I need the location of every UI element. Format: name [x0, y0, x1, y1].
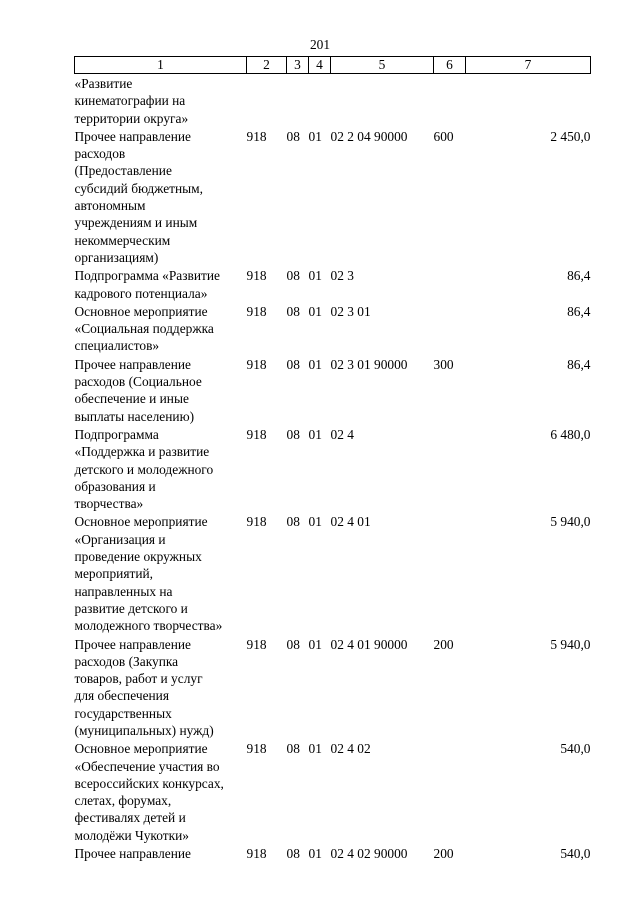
- row-target-article: 02 3 01 90000: [330, 356, 408, 372]
- row-amount: 2 450,0: [550, 128, 591, 144]
- row-subsection: 01: [308, 741, 322, 757]
- row-subsection: 01: [308, 128, 322, 144]
- row-section: 08: [286, 846, 300, 862]
- row-amount: 540,0: [560, 846, 591, 862]
- row-target-article: 02 4 02 90000: [330, 846, 408, 862]
- row-section: 08: [286, 426, 300, 442]
- row-name: Прочее направление расходов (Закупка товаров, работ и услуг для обеспечения государственных (муниципальных) нужд): [74, 636, 214, 738]
- row-name: Основное мероприятие «Обеспечение участия во всероссийских конкурсах, слетах, форумах, фестивалях детей и молодёжи Чукотки»: [74, 741, 224, 843]
- table-row: [75, 425, 591, 512]
- table-row: [75, 512, 591, 634]
- row-amount: 86,4: [567, 356, 591, 372]
- row-code: [247, 74, 287, 127]
- row-target-article: 02 4 01 90000: [330, 636, 408, 652]
- row-expense-type: 600: [433, 128, 454, 144]
- header-cell-5: 5: [331, 57, 434, 74]
- row-code: 918: [246, 268, 267, 284]
- row-section: 08: [286, 303, 300, 319]
- budget-table: [74, 56, 591, 862]
- row-amount: 5 940,0: [550, 514, 591, 530]
- row-section: 08: [286, 514, 300, 530]
- header-cell-4: 4: [309, 57, 331, 74]
- row-target-article: 02 4 02: [330, 741, 371, 757]
- row-code: 918: [246, 636, 267, 652]
- row-expense-type: [434, 266, 466, 302]
- row-amount: 86,4: [567, 303, 591, 319]
- header-cell-3: 3: [287, 57, 309, 74]
- row-target-article: 02 3: [330, 268, 354, 284]
- row-section: 08: [286, 356, 300, 372]
- row-name: Основное мероприятие «Социальная поддержка специалистов»: [74, 303, 214, 354]
- row-name: Подпрограмма «Поддержка и развитие детского и молодежного образования и творчества»: [74, 426, 214, 512]
- row-code: 918: [246, 514, 267, 530]
- row-amount: 540,0: [560, 741, 591, 757]
- table-row: [75, 635, 591, 740]
- header-cell-1: 1: [75, 57, 247, 74]
- row-code: 918: [246, 128, 267, 144]
- row-subsection: 01: [308, 268, 322, 284]
- row-code: 918: [246, 846, 267, 862]
- table-row: [75, 302, 591, 355]
- header-row: [75, 57, 591, 74]
- row-target-article: 02 4 01: [330, 514, 371, 530]
- header-cell-6: 6: [434, 57, 466, 74]
- table-row: [75, 127, 591, 266]
- table-row: [75, 74, 591, 127]
- table-body: [75, 74, 591, 863]
- row-expense-type: 200: [433, 636, 454, 652]
- row-section: [287, 74, 309, 127]
- table-row: [75, 266, 591, 302]
- row-section: 08: [286, 268, 300, 284]
- row-name: Прочее направление: [74, 846, 191, 862]
- row-target-article: 02 4: [330, 426, 354, 442]
- row-code: 918: [246, 741, 267, 757]
- row-subsection: [309, 74, 331, 127]
- row-name: Основное мероприятие «Организация и проведение окружных мероприятий, направленных на развитие детского и молодежного творчества»: [74, 514, 223, 634]
- row-name: Подпрограмма «Развитие кадрового потенциала»: [74, 268, 220, 301]
- header-cell-2: 2: [247, 57, 287, 74]
- row-amount: 6 480,0: [550, 426, 591, 442]
- row-section: 08: [286, 128, 300, 144]
- row-amount: 86,4: [567, 268, 591, 284]
- row-subsection: 01: [308, 514, 322, 530]
- row-subsection: 01: [308, 426, 322, 442]
- row-name: «Развитие кинематографии на территории округа»: [74, 76, 189, 126]
- row-expense-type: [434, 739, 466, 844]
- table-row: [75, 844, 591, 862]
- row-target-article: 02 3 01: [330, 303, 371, 319]
- row-subsection: 01: [308, 303, 322, 319]
- table-row: [75, 355, 591, 425]
- row-amount: 5 940,0: [550, 636, 591, 652]
- row-expense-type: 300: [433, 356, 454, 372]
- table-row: [75, 739, 591, 844]
- row-code: 918: [246, 303, 267, 319]
- row-expense-type: [434, 74, 466, 127]
- row-expense-type: [434, 302, 466, 355]
- page-number: 201: [309, 37, 331, 52]
- row-expense-type: 200: [433, 846, 454, 862]
- row-name: Прочее направление расходов (Предоставление субсидий бюджетным, автономным учреждениям и иным некоммерческим организациям): [74, 128, 204, 265]
- row-subsection: 01: [308, 636, 322, 652]
- row-name: Прочее направление расходов (Социальное обеспечение и иные выплаты населению): [74, 356, 202, 424]
- row-target-article: [331, 74, 434, 127]
- row-expense-type: [434, 512, 466, 634]
- header-cell-7: 7: [466, 57, 591, 74]
- row-target-article: 02 2 04 90000: [330, 128, 408, 144]
- row-expense-type: [434, 425, 466, 512]
- row-code: 918: [246, 356, 267, 372]
- row-amount: [466, 74, 591, 127]
- row-code: 918: [246, 426, 267, 442]
- row-section: 08: [286, 636, 300, 652]
- row-subsection: 01: [308, 356, 322, 372]
- row-section: 08: [286, 741, 300, 757]
- row-subsection: 01: [308, 846, 322, 862]
